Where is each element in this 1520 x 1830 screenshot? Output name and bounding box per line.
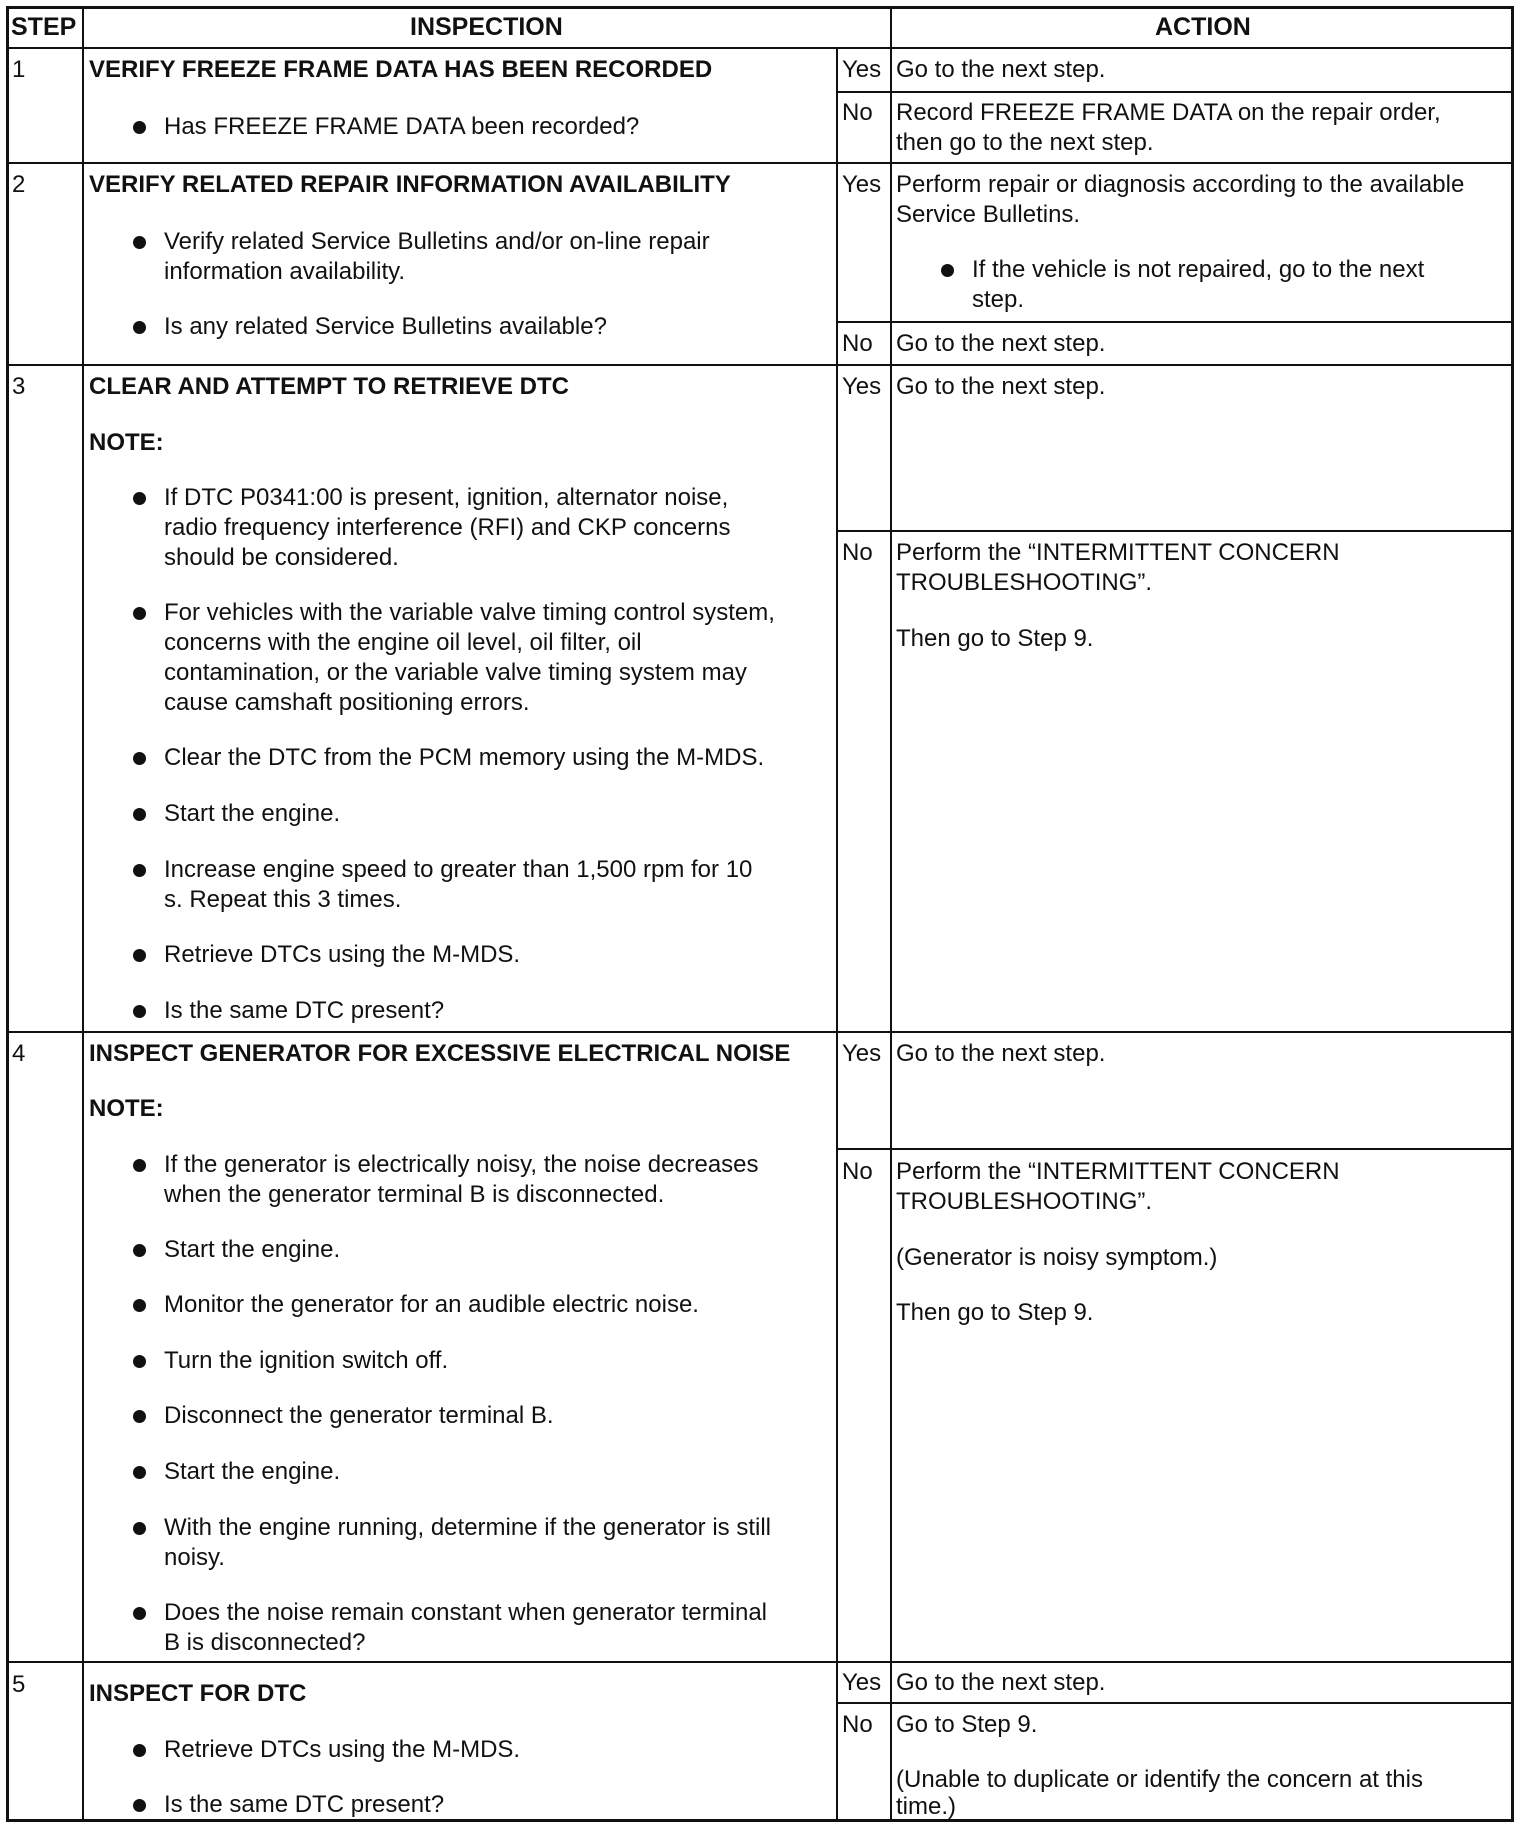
row-divider — [6, 1031, 1514, 1033]
no-label: No — [842, 99, 873, 126]
bullet-icon — [133, 864, 146, 877]
no-label: No — [842, 539, 873, 566]
yes-label: Yes — [842, 1040, 882, 1067]
yes-action: Service Bulletins. — [896, 201, 1081, 228]
inspection-item: information availability. — [164, 258, 405, 285]
bullet-icon — [133, 1522, 146, 1535]
yes-no-divider — [836, 91, 1514, 93]
row-divider — [6, 1661, 1514, 1663]
step-number: 2 — [12, 171, 26, 198]
bullet-icon — [941, 264, 954, 277]
bullet-icon — [133, 236, 146, 249]
inspection-item: Does the noise remain constant when generator terminal — [164, 1599, 767, 1626]
step-number: 5 — [12, 1671, 26, 1698]
yes-no-divider — [836, 321, 1514, 323]
inspection-item: Is any related Service Bulletins available? — [164, 313, 607, 340]
no-action: Record FREEZE FRAME DATA on the repair order, — [896, 99, 1441, 126]
bullet-icon — [133, 1355, 146, 1368]
note-label: NOTE: — [89, 429, 164, 456]
inspection-item: Monitor the generator for an audible electric noise. — [164, 1291, 699, 1318]
table-border — [6, 6, 1514, 9]
inspection-item: Is the same DTC present? — [164, 997, 445, 1024]
inspection-item: cause camshaft positioning errors. — [164, 689, 530, 716]
bullet-icon — [133, 607, 146, 620]
inspection-item: Is the same DTC present? — [164, 1791, 445, 1818]
inspection-item: should be considered. — [164, 544, 399, 571]
bullet-icon — [133, 1744, 146, 1757]
inspection-item: Has FREEZE FRAME DATA been recorded? — [164, 113, 640, 140]
bullet-icon — [133, 752, 146, 765]
inspection-item: noisy. — [164, 1544, 225, 1571]
inspection-item: Disconnect the generator terminal B. — [164, 1402, 554, 1429]
inspection-item: Start the engine. — [164, 1458, 341, 1485]
yes-label: Yes — [842, 373, 882, 400]
inspection-item: Retrieve DTCs using the M-MDS. — [164, 941, 521, 968]
column-divider — [890, 6, 892, 1822]
yes-action-item: If the vehicle is not repaired, go to the next — [972, 256, 1425, 283]
inspection-item: s. Repeat this 3 times. — [164, 886, 402, 913]
inspection-item: If the generator is electrically noisy, the noise decreases — [164, 1151, 759, 1178]
inspection-item: radio frequency interference (RFI) and CKP concerns — [164, 514, 731, 541]
yes-no-divider — [836, 1148, 1514, 1150]
step-number: 4 — [12, 1040, 26, 1067]
no-label: No — [842, 1158, 873, 1185]
bullet-icon — [133, 808, 146, 821]
bullet-icon — [133, 1299, 146, 1312]
no-action: TROUBLESHOOTING”. — [896, 569, 1153, 596]
yes-action: Perform repair or diagnosis according to the available — [896, 171, 1465, 198]
header-inspection: INSPECTION — [410, 13, 563, 41]
inspection-item: Start the engine. — [164, 800, 341, 827]
no-action: then go to the next step. — [896, 129, 1154, 156]
step-title: INSPECT GENERATOR FOR EXCESSIVE ELECTRICAL NOISE — [89, 1040, 791, 1067]
bullet-icon — [133, 1410, 146, 1423]
yes-action: Go to the next step. — [896, 56, 1106, 83]
no-action: (Generator is noisy symptom.) — [896, 1244, 1218, 1271]
yes-action-item: step. — [972, 286, 1025, 313]
bullet-icon — [133, 1159, 146, 1172]
inspection-item: Retrieve DTCs using the M-MDS. — [164, 1736, 521, 1763]
no-label: No — [842, 1711, 873, 1738]
no-action: (Unable to duplicate or identify the concern at this — [896, 1766, 1423, 1793]
no-action: Go to Step 9. — [896, 1711, 1038, 1738]
row-divider — [6, 364, 1514, 366]
yes-no-divider — [836, 530, 1514, 532]
yes-label: Yes — [842, 56, 882, 83]
yes-label: Yes — [842, 1669, 882, 1696]
bullet-icon — [133, 1466, 146, 1479]
row-divider — [6, 162, 1514, 164]
inspection-item: Clear the DTC from the PCM memory using the M-MDS. — [164, 744, 765, 771]
no-action: time.) — [896, 1793, 956, 1820]
no-action: Perform the “INTERMITTENT CONCERN — [896, 1158, 1340, 1185]
column-divider — [836, 48, 838, 1822]
yes-label: Yes — [842, 171, 882, 198]
inspection-item: Start the engine. — [164, 1236, 341, 1263]
header-step: STEP — [11, 13, 77, 41]
inspection-item: Increase engine speed to greater than 1,500 rpm for 10 — [164, 856, 753, 883]
column-divider — [82, 6, 84, 1822]
no-action: Then go to Step 9. — [896, 625, 1094, 652]
no-action: TROUBLESHOOTING”. — [896, 1188, 1153, 1215]
no-action: Perform the “INTERMITTENT CONCERN — [896, 539, 1340, 566]
inspection-item: concerns with the engine oil level, oil filter, oil — [164, 629, 642, 656]
step-title: INSPECT FOR DTC — [89, 1680, 307, 1707]
inspection-item: when the generator terminal B is disconnected. — [164, 1181, 665, 1208]
row-divider — [6, 47, 1514, 49]
bullet-icon — [133, 1244, 146, 1257]
table-border — [1511, 6, 1514, 1822]
bullet-icon — [133, 492, 146, 505]
inspection-item: For vehicles with the variable valve timing control system, — [164, 599, 775, 626]
step-title: VERIFY FREEZE FRAME DATA HAS BEEN RECORDED — [89, 56, 713, 83]
step-number: 3 — [12, 373, 26, 400]
yes-action: Go to the next step. — [896, 373, 1106, 400]
step-number: 1 — [12, 56, 26, 83]
bullet-icon — [133, 121, 146, 134]
inspection-item: Verify related Service Bulletins and/or on-line repair — [164, 228, 710, 255]
yes-action: Go to the next step. — [896, 1040, 1106, 1067]
step-title: CLEAR AND ATTEMPT TO RETRIEVE DTC — [89, 373, 569, 400]
bullet-icon — [133, 321, 146, 334]
inspection-item: Turn the ignition switch off. — [164, 1347, 449, 1374]
no-action: Then go to Step 9. — [896, 1299, 1094, 1326]
bullet-icon — [133, 1799, 146, 1812]
bullet-icon — [133, 949, 146, 962]
note-label: NOTE: — [89, 1095, 164, 1122]
inspection-item: If DTC P0341:00 is present, ignition, alternator noise, — [164, 484, 729, 511]
yes-action: Go to the next step. — [896, 1669, 1106, 1696]
bullet-icon — [133, 1607, 146, 1620]
yes-no-divider — [836, 1702, 1514, 1704]
header-action: ACTION — [1155, 13, 1251, 41]
table-border — [6, 6, 9, 1822]
inspection-item: With the engine running, determine if the generator is still — [164, 1514, 771, 1541]
inspection-item: contamination, or the variable valve timing system may — [164, 659, 747, 686]
step-title: VERIFY RELATED REPAIR INFORMATION AVAILABILITY — [89, 171, 731, 198]
inspection-item: B is disconnected? — [164, 1629, 366, 1656]
no-action: Go to the next step. — [896, 330, 1106, 357]
no-label: No — [842, 330, 873, 357]
bullet-icon — [133, 1005, 146, 1018]
